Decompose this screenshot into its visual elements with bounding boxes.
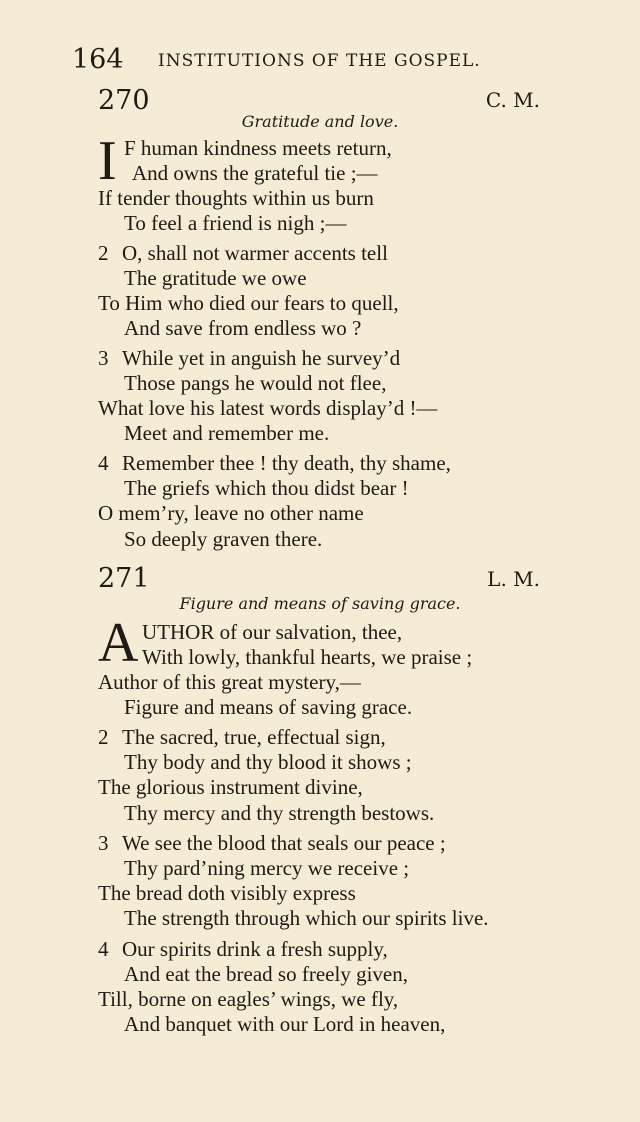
verse-line: 3 While yet in anguish he survey’d: [98, 346, 401, 370]
verse-line: Till, borne on eagles’ wings, we fly,: [98, 987, 399, 1011]
stanza-number: 4: [98, 451, 109, 475]
verse-line: So deeply graven there.: [124, 527, 323, 551]
verse-line: The glorious instrument divine,: [98, 775, 363, 799]
hymn-number: 271: [98, 563, 150, 594]
verse-line: Thy body and thy blood it shows ;: [124, 750, 412, 774]
drop-cap: I: [98, 130, 117, 192]
verse-line: F human kindness meets return,: [124, 136, 392, 160]
verse-line: Thy mercy and thy strength bestows.: [124, 801, 435, 825]
verse-line: The gratitude we owe: [124, 266, 307, 290]
verse-line: And owns the grateful tie ;—: [132, 161, 378, 185]
verse-line: Those pangs he would not flee,: [124, 371, 387, 395]
stanza-number: 2: [98, 241, 109, 265]
stanza-number: 3: [98, 831, 109, 855]
verse-line: Author of this great mystery,—: [98, 670, 361, 694]
hymn-number: 270: [98, 85, 150, 116]
verse-line: And eat the bread so freely given,: [124, 962, 408, 986]
verse-line: The griefs which thou didst bear !: [124, 476, 409, 500]
verse-line: 3 We see the blood that seals our peace ;: [98, 831, 446, 855]
stanza-number: 4: [98, 937, 109, 961]
verse-line: O mem’ry, leave no other name: [98, 501, 364, 525]
verse-line: 4 Our spirits drink a fresh supply,: [98, 937, 388, 961]
verse-line: If tender thoughts within us burn: [98, 186, 374, 210]
drop-cap: A: [98, 612, 139, 674]
running-head: [72, 44, 600, 78]
verse-line: To Him who died our fears to quell,: [98, 291, 399, 315]
verse-line: UTHOR of our salvation, thee,: [142, 620, 403, 644]
verse-line: Meet and remember me.: [124, 421, 330, 445]
verse-line: What love his latest words display’d !—: [98, 396, 438, 420]
hymn-meter: L. M.: [487, 567, 540, 591]
hymn-subtitle: Figure and means of saving grace.: [179, 594, 461, 613]
verse-line: And banquet with our Lord in heaven,: [124, 1012, 446, 1036]
verse-line: The strength through which our spirits live.: [124, 906, 489, 930]
verse-line: To feel a friend is nigh ;—: [124, 211, 347, 235]
stanza-number: 3: [98, 346, 109, 370]
verse-line: 2 O, shall not warmer accents tell: [98, 241, 388, 265]
verse-line: The bread doth visibly express: [98, 881, 356, 905]
hymn-subtitle: Gratitude and love.: [241, 112, 399, 131]
verse-line: With lowly, thankful hearts, we praise ;: [142, 645, 473, 669]
verse-line: Thy pard’ning mercy we receive ;: [124, 856, 410, 880]
verse-line: 2 The sacred, true, effectual sign,: [98, 725, 386, 749]
verse-line: 4 Remember thee ! thy death, thy shame,: [98, 451, 451, 475]
page-number: 164: [72, 44, 124, 75]
running-title: INSTITUTIONS OF THE GOSPEL.: [158, 51, 481, 71]
verse-line: Figure and means of saving grace.: [124, 695, 413, 719]
hymn-meter: C. M.: [485, 88, 540, 112]
stanza-number: 2: [98, 725, 109, 749]
verse-line: And save from endless wo ?: [124, 316, 362, 340]
